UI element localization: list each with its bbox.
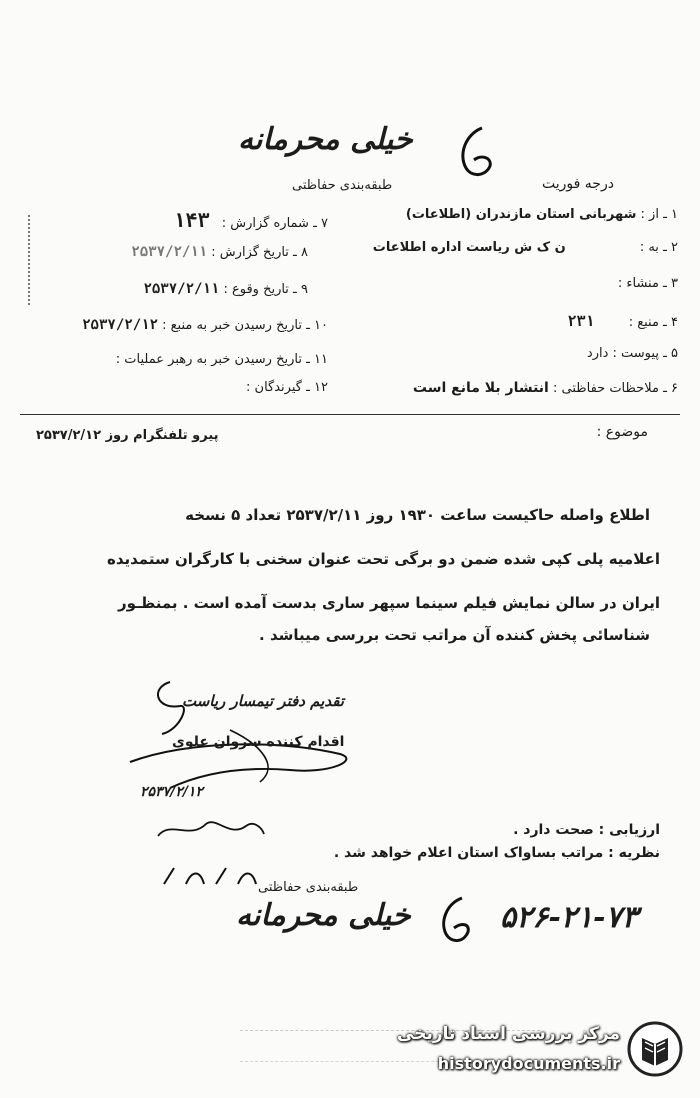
document-number: ۵۲۶-۲۱-۷۳: [500, 900, 638, 935]
classification-level-label-bottom: طبقه‌بندی حفاظتی: [258, 880, 359, 895]
field-source: ۴ ـ منبع : ۲۳۱: [567, 312, 678, 330]
field-recipients: ۱۲ ـ گیرندگان :: [246, 380, 328, 395]
body-line-2: اعلامیه پلی کپی شده ضمن دو برگی تحت عنوان سخنی با کارگران ستمدیده: [106, 550, 660, 568]
watermark: [397, 1010, 690, 1090]
field-report-date: ۸ ـ تاریخ گزارش : ۲۵۳۷/۲/۱۱: [131, 244, 308, 260]
watermark-org-name: مرکز بررسی اسناد تاریخی: [397, 1024, 620, 1044]
body-line-1: اطلاع واصله حاکیست ساعت ۱۹۳۰ روز ۲۵۳۷/۲/۱۱ تعداد ۵ نسخه: [185, 506, 650, 524]
classification-bottom: خیلی محرمانه: [236, 898, 411, 933]
handwritten-initials: [150, 810, 270, 850]
field-origin: ۳ ـ منشاء :: [617, 276, 678, 291]
field-event-date: ۹ ـ تاریخ وقوع : ۲۵۳۷/۲/۱۱: [143, 281, 308, 297]
handwritten-date: ۲۵۳۷/۲/۱۲: [140, 784, 203, 800]
field-attachment: ۵ ـ پیوست : دارد: [586, 346, 678, 361]
handwritten-mark-top: [452, 124, 496, 186]
margin-marks: [28, 215, 44, 305]
divider-top: [20, 414, 680, 415]
field-security-notes: ۶ ـ ملاحظات حفاظتی : انتشار بلا مانع است: [412, 380, 678, 396]
subject-value: پیرو تلفنگرام روز ۲۵۳۷/۲/۱۲: [36, 428, 219, 443]
field-source-date: ۱۰ ـ تاریخ رسیدن خبر به منبع : ۲۵۳۷/۲/۱۲: [82, 317, 328, 333]
action-line: اقدام کننده سروان علوی: [172, 734, 345, 750]
assessment-evaluation: ارزیابی : صحت دارد .: [513, 822, 660, 838]
classification-top: خیلی محرمانه: [238, 122, 413, 157]
subject-label: موضوع :: [596, 424, 648, 440]
watermark-url: historydocuments.ir: [437, 1054, 620, 1073]
body-line-4: شناسائی پخش کننده آن مراتب تحت بررسی میباشد .: [259, 626, 650, 644]
field-report-number: ۷ ـ شماره گزارش : ۱۴۳: [173, 208, 328, 232]
field-from: ۱ ـ از : شهربانی استان مازندران (اطلاعات): [405, 207, 678, 222]
handwritten-mark-bottom: [434, 894, 474, 950]
classification-level-label-top: طبقه‌بندی حفاظتی: [292, 178, 393, 193]
field-to: ۲ ـ به : ن ک ش ریاست اداره اطلاعات: [372, 240, 678, 255]
assessment-opinion: نظریه : مراتب بساواک استان اعلام خواهد شد .: [333, 845, 660, 861]
watermark-book-icon: [626, 1020, 684, 1078]
body-line-3: ایران در سالن نمایش فیلم سینما سپهر ساری بدست آمده است . بمنظـور: [117, 594, 660, 612]
urgency-label: درجه فوریت: [542, 176, 614, 192]
signature-note: تقدیم دفتر تیمسار ریاست: [182, 692, 344, 710]
field-operations-date: ۱۱ ـ تاریخ رسیدن خبر به رهبر عملیات :: [115, 352, 328, 367]
